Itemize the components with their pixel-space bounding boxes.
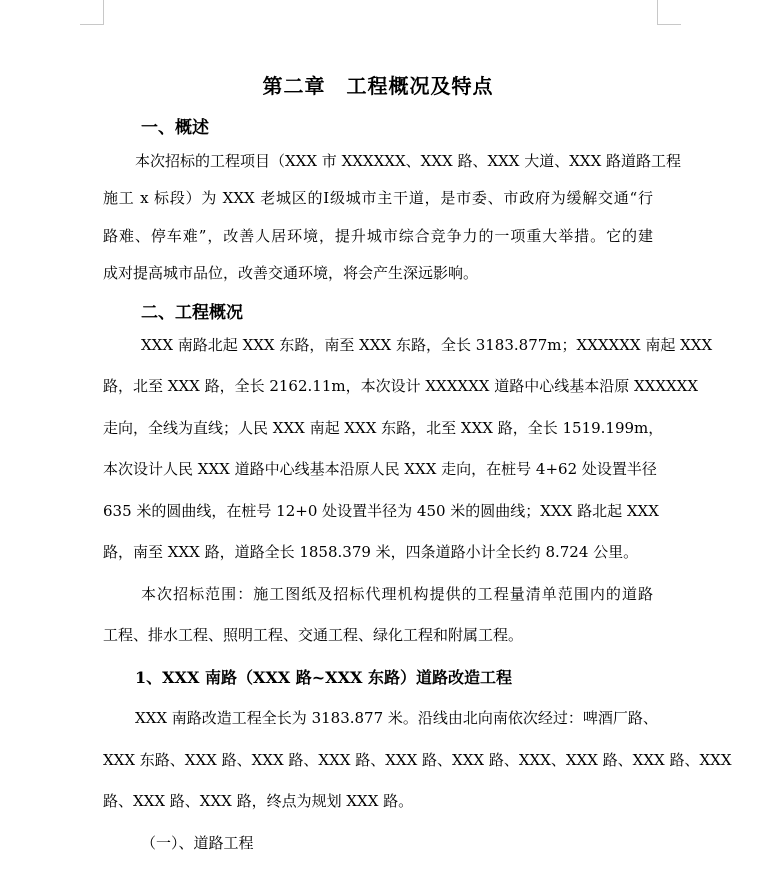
paragraph-line: 走向，全线为直线；人民 XXX 南起 XXX 东路，北至 XXX 路，全长 1519.199m，: [103, 419, 664, 437]
paragraph-line: 本次招标范围：施工图纸及招标代理机构提供的工程量清单范围内的道路: [141, 585, 653, 603]
paragraph-line: 本次设计人民 XXX 道路中心线基本沿原人民 XXX 走向，在桩号 4+62 处设置半径: [103, 460, 657, 478]
paragraph-line: 施工 x 标段）为 XXX 老城区的Ⅰ级城市主干道，是市委、市政府为缓解交通“行: [103, 189, 653, 207]
paragraph-line: XXX 东路、XXX 路、XXX 路、XXX 路、XXX 路、XXX 路、XXX、XXX 路、XXX 路、XXX: [103, 751, 732, 769]
section-heading-overview: 一、概述: [141, 118, 209, 138]
subsubsection-heading-road-works: （一）、道路工程: [141, 834, 254, 852]
paragraph-line: XXX 南路改造工程全长为 3183.877 米。沿线由北向南依次经过：啤酒厂路、: [135, 709, 658, 727]
paragraph-line: 路、XXX 路、XXX 路，终点为规划 XXX 路。: [103, 792, 414, 810]
paragraph-line: XXX 南路北起 XXX 东路，南至 XXX 东路，全长 3183.877m；XXXXXX 南起 XXX: [141, 336, 713, 354]
paragraph-line: 本次招标的工程项目（XXX 市 XXXXXX、XXX 路、XXX 大道、XXX 路道路工程: [135, 152, 682, 170]
paragraph-line: 路难、停车难”，改善人居环境，提升城市综合竞争力的一项重大举措。它的建: [103, 227, 653, 245]
section-heading-project-overview: 二、工程概况: [141, 303, 243, 323]
paragraph-line: 工程、排水工程、照明工程、交通工程、绿化工程和附属工程。: [103, 626, 524, 644]
subsection-heading-road-renovation: 1、XXX 南路（XXX 路~XXX 东路）道路改造工程: [135, 668, 512, 687]
paragraph-line: 635 米的圆曲线，在桩号 12+0 处设置半径为 450 米的圆曲线；XXX 路北起 XXX: [103, 502, 659, 520]
paragraph-line: 成对提高城市品位，改善交通环境，将会产生深远影响。: [103, 264, 479, 282]
paragraph-line: 路，北至 XXX 路，全长 2162.11m，本次设计 XXXXXX 道路中心线基本沿原 XXXXXX: [103, 377, 699, 395]
paragraph-line: 路，南至 XXX 路，道路全长 1858.379 米，四条道路小计全长约 8.724 公里。: [103, 543, 639, 561]
chapter-title: 第二章 工程概况及特点: [262, 74, 494, 98]
